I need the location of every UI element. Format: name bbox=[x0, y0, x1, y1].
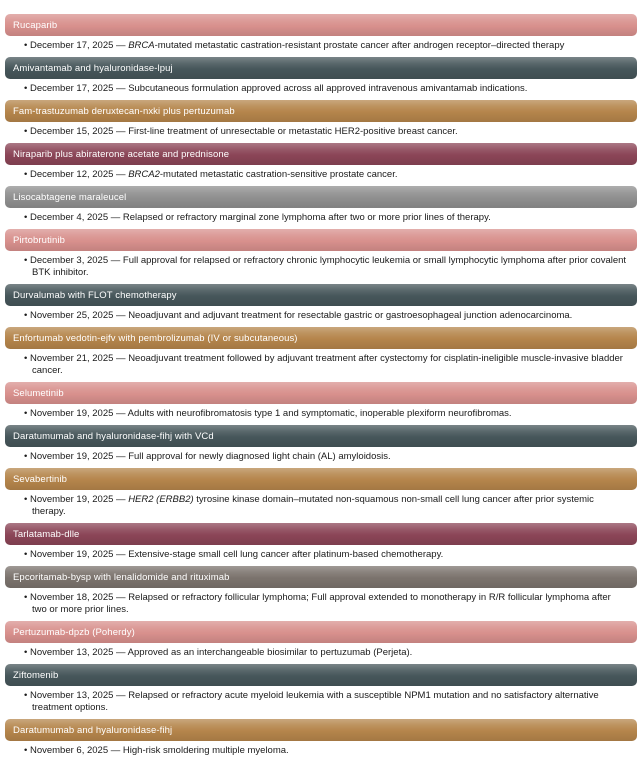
drug-name: Daratumumab and hyaluronidase-fihj with VCd bbox=[13, 430, 214, 442]
drug-name: Pirtobrutinib bbox=[13, 234, 65, 246]
approval-details bbox=[5, 169, 637, 181]
approval-details bbox=[5, 690, 637, 714]
drug-header-bar bbox=[5, 327, 637, 349]
approval-item bbox=[5, 284, 637, 322]
drug-header-bar bbox=[5, 719, 637, 741]
drug-header-bar bbox=[5, 523, 637, 545]
approval-details bbox=[5, 83, 637, 95]
approval-item bbox=[5, 621, 637, 659]
approval-bullet: • December 3, 2025 — Full approval for relapsed or refractory chronic lymphocytic leukemia or small lymphocytic lymphoma after prior covalent BTK inhibitor. bbox=[24, 255, 627, 278]
approval-item bbox=[5, 143, 637, 181]
approval-item bbox=[5, 566, 637, 616]
drug-name: Niraparib plus abiraterone acetate and prednisone bbox=[13, 148, 230, 160]
approval-item bbox=[5, 327, 637, 377]
approval-bullet: • November 18, 2025 — Relapsed or refractory follicular lymphoma; Full approval extended to monotherapy in R/R follicular lymphoma after two or more prior lines. bbox=[24, 592, 611, 615]
drug-name: Fam-trastuzumab deruxtecan-nxki plus pertuzumab bbox=[13, 105, 235, 117]
approval-bullet: • November 19, 2025 — Adults with neurofibromatosis type 1 and symptomatic, inoperable plexiform neurofibromas. bbox=[24, 408, 512, 419]
drug-name: Daratumumab and hyaluronidase-fihj bbox=[13, 724, 173, 736]
approval-bullet: • November 13, 2025 — Approved as an interchangeable biosimilar to pertuzumab (Perjeta). bbox=[24, 647, 413, 658]
drug-header-bar bbox=[5, 425, 637, 447]
drug-name: Ziftomenib bbox=[13, 669, 59, 681]
approval-details bbox=[5, 451, 637, 463]
approval-bullet: • November 19, 2025 — Extensive-stage small cell lung cancer after platinum-based chemotherapy. bbox=[24, 549, 444, 560]
drug-name: Rucaparib bbox=[13, 19, 58, 31]
approval-bullet: • November 21, 2025 — Neoadjuvant treatment followed by adjuvant treatment after cystectomy for cisplatin-ineligible muscle-invasive bladder cancer. bbox=[24, 353, 623, 376]
approval-details bbox=[5, 353, 637, 377]
approval-bullet: • November 13, 2025 — Relapsed or refractory acute myeloid leukemia with a susceptible NPM1 mutation and no satisfactory alternative treatment options. bbox=[24, 690, 599, 713]
approval-bullet: • December 12, 2025 — BRCA2-mutated metastatic castration-sensitive prostate cancer. bbox=[24, 169, 398, 180]
approval-details bbox=[5, 745, 637, 757]
drug-name: Sevabertinib bbox=[13, 473, 68, 485]
approval-bullet: • November 19, 2025 — Full approval for newly diagnosed light chain (AL) amyloidosis. bbox=[24, 451, 391, 462]
approval-item bbox=[5, 719, 637, 757]
drug-name: Amivantamab and hyaluronidase-lpuj bbox=[13, 62, 173, 74]
approval-bullet: • December 4, 2025 — Relapsed or refractory marginal zone lymphoma after two or more prior lines of therapy. bbox=[24, 212, 491, 223]
drug-name: Pertuzumab-dpzb (Poherdy) bbox=[13, 626, 135, 638]
drug-header-bar bbox=[5, 229, 637, 251]
approval-details bbox=[5, 592, 637, 616]
approval-bullet: • December 15, 2025 — First-line treatment of unresectable or metastatic HER2-positive breast cancer. bbox=[24, 126, 458, 137]
approval-details bbox=[5, 549, 637, 561]
drug-header-bar bbox=[5, 566, 637, 588]
approval-details bbox=[5, 494, 637, 518]
approval-details bbox=[5, 310, 637, 322]
approval-details bbox=[5, 212, 637, 224]
drug-header-bar bbox=[5, 468, 637, 490]
approval-item bbox=[5, 664, 637, 714]
approval-item bbox=[5, 468, 637, 518]
approval-bullet: • December 17, 2025 — Subcutaneous formulation approved across all approved intravenous amivantamab indications. bbox=[24, 83, 528, 94]
approval-item bbox=[5, 523, 637, 561]
approval-details bbox=[5, 255, 637, 279]
drug-name: Lisocabtagene maraleucel bbox=[13, 191, 127, 203]
approval-item bbox=[5, 14, 637, 52]
approval-details bbox=[5, 40, 637, 52]
drug-name: Tarlatamab-dlle bbox=[13, 528, 80, 540]
approval-details bbox=[5, 408, 637, 420]
drug-header-bar bbox=[5, 382, 637, 404]
drug-name: Selumetinib bbox=[13, 387, 64, 399]
drug-header-bar bbox=[5, 143, 637, 165]
drug-name: Durvalumab with FLOT chemotherapy bbox=[13, 289, 177, 301]
drug-header-bar bbox=[5, 57, 637, 79]
drug-header-bar bbox=[5, 284, 637, 306]
drug-header-bar bbox=[5, 14, 637, 36]
approval-item bbox=[5, 425, 637, 463]
approval-bullet: • December 17, 2025 — BRCA-mutated metastatic castration-resistant prostate cancer after androgen receptor–directed therapy bbox=[24, 40, 565, 51]
drug-header-bar bbox=[5, 186, 637, 208]
drug-name: Enfortumab vedotin-ejfv with pembrolizumab (IV or subcutaneous) bbox=[13, 332, 298, 344]
approval-bullet: • November 6, 2025 — High-risk smoldering multiple myeloma. bbox=[24, 745, 289, 756]
approval-details bbox=[5, 126, 637, 138]
drug-header-bar bbox=[5, 621, 637, 643]
approval-details bbox=[5, 647, 637, 659]
approval-item bbox=[5, 229, 637, 279]
drug-name: Epcoritamab-bysp with lenalidomide and rituximab bbox=[13, 571, 230, 583]
drug-header-bar bbox=[5, 100, 637, 122]
drug-header-bar bbox=[5, 664, 637, 686]
approval-item bbox=[5, 57, 637, 95]
approval-item bbox=[5, 100, 637, 138]
approval-item bbox=[5, 186, 637, 224]
approval-bullet: • November 19, 2025 — HER2 (ERBB2) tyrosine kinase domain–mutated non-squamous non-small cell lung cancer after prior systemic therapy. bbox=[24, 494, 594, 517]
approval-bullet: • November 25, 2025 — Neoadjuvant and adjuvant treatment for resectable gastric or gastroesophageal junction adenocarcinoma. bbox=[24, 310, 573, 321]
approval-item bbox=[5, 382, 637, 420]
